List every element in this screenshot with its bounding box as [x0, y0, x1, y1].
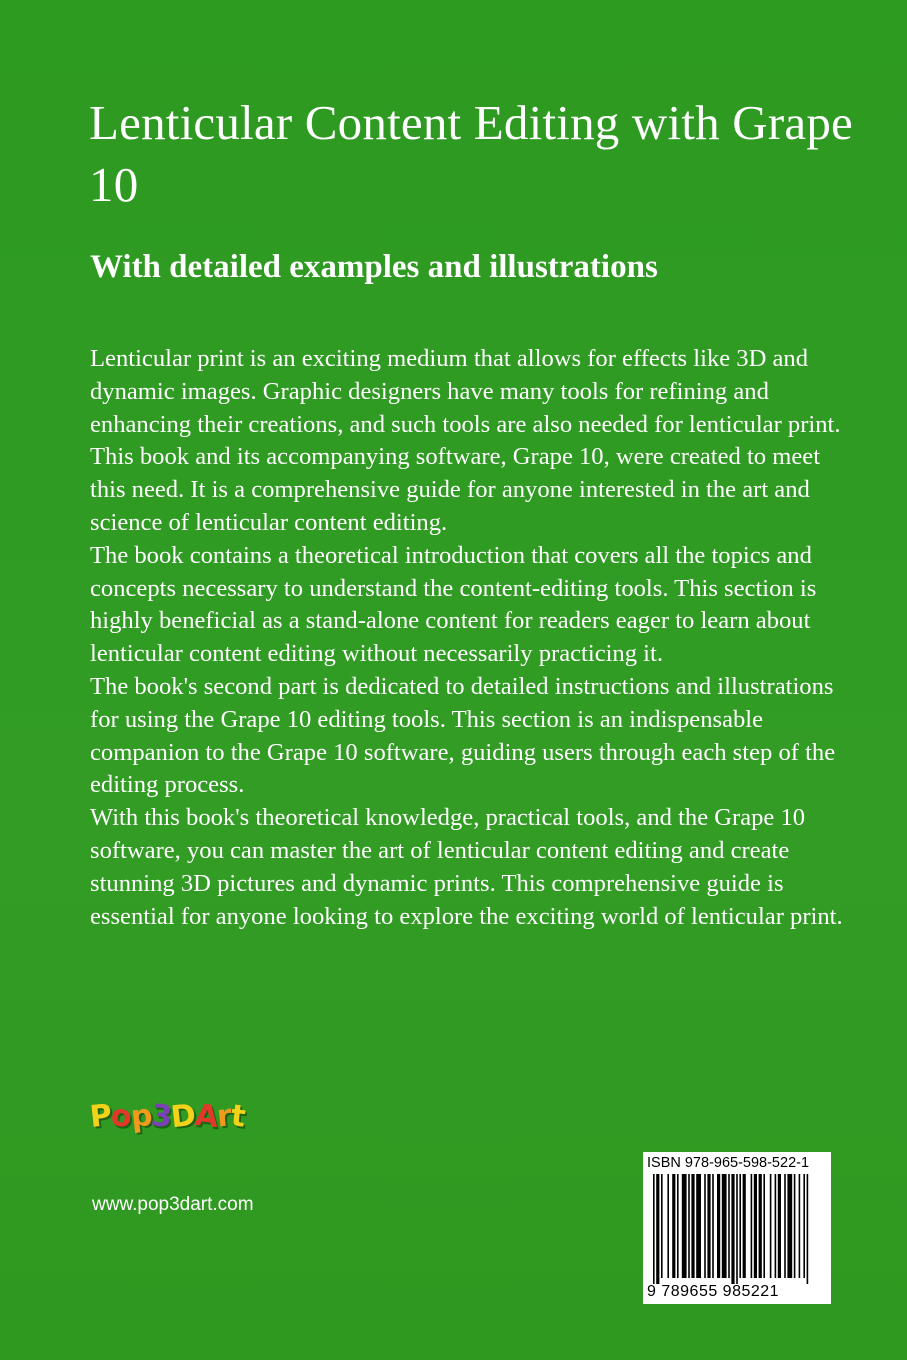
barcode-digits: 9 789655 985221 — [647, 1283, 780, 1300]
book-subtitle: With detailed examples and illustrations — [90, 249, 658, 285]
description-paragraph: The book's second part is dedicated to detailed instructions and illustrations for using the Grape 10 editing tools. This section is an indispensable companion to the Grape 10 software, guiding users through each step of the editing process. — [90, 672, 836, 799]
isbn-barcode — [643, 1152, 831, 1304]
barcode-bars — [643, 1172, 831, 1284]
description-paragraph: The book contains a theoretical introduction that covers all the topics and concepts necessary to understand the content-editing tools. This section is highly beneficial as a stand-alone content for readers eager to learn about lenticular content editing without necessarily practicing it. — [90, 541, 817, 668]
publisher-website-link[interactable]: www.pop3dart.com — [92, 1194, 254, 1215]
book-description — [90, 343, 850, 933]
description-paragraph: Lenticular print is an exciting medium that allows for effects like 3D and dynamic images. Graphic designers have many tools for refining and enhancing their creations, and such tools are also needed for lenticular print. This book and its accompanying software, Grape 10, were created to meet this need. It is a comprehensive guide for anyone interested in the art and science of lenticular content editing. — [90, 345, 841, 536]
isbn-label: ISBN 978-965-598-522-1 — [647, 1155, 810, 1171]
description-paragraph: With this book's theoretical knowledge, practical tools, and the Grape 10 software, you can master the art of lenticular content editing and create stunning 3D pictures and dynamic prints. This comprehensive guide is essential for anyone looking to explore the exciting world of lenticular print. — [90, 804, 843, 930]
book-title: Lenticular Content Editing with Grape 10 — [89, 95, 853, 212]
publisher-logo: Pop3DArt — [88, 1097, 247, 1136]
